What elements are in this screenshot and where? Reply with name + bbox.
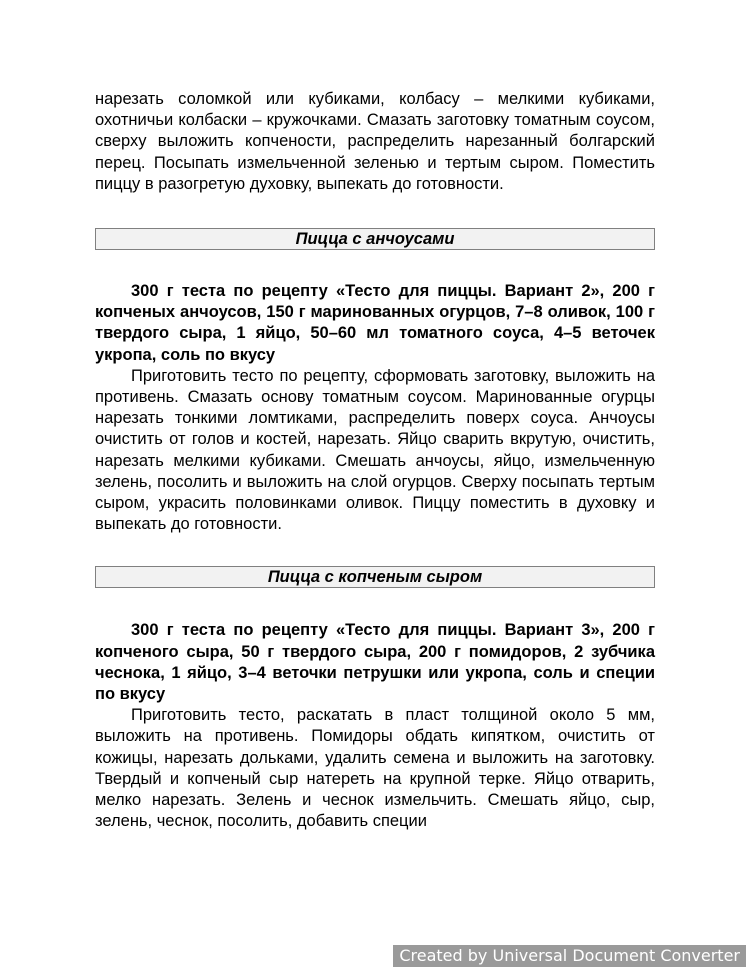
recipe-title-anchovies: Пицца с анчоусами	[95, 228, 655, 250]
recipe-ingredients-anchovies: 300 г теста по рецепту «Тесто для пиццы. Вариант 2», 200 г копченых анчоусов, 150 г маринованных огурцов, 7–8 оливок, 100 г твердого сыра, 1 яйцо, 50–60 мл томатного соуса, 4–5 веточек укропа, соль по вкусу	[95, 282, 655, 364]
recipe-ingredients-smoked-cheese: 300 г теста по рецепту «Тесто для пиццы. Вариант 3», 200 г копченого сыра, 50 г твердого сыра, 200 г помидоров, 2 зубчика чеснока, 1 яйцо, 3–4 веточки петрушки или укропа, соль и специи по вкусу	[95, 621, 655, 704]
recipe-method-smoked-cheese: Приготовить тесто, раскатать в пласт толщиной около 5 мм, выложить на противень. Помидоры обдать кипятком, очистить от кожицы, нарезать дольками, удалить семена и выложить на заготовку. Твердый и копченый сыр натереть на крупной терке. Яйцо отварить, мелко нарезать. Зелень и чеснок измельчить. Смешать яйцо, сыр, зелень, чеснок, посолить, добавить специи	[95, 706, 655, 831]
converter-watermark: Created by Universal Document Converter	[393, 945, 746, 967]
recipe-method-anchovies: Приготовить тесто по рецепту, сформовать заготовку, выложить на противень. Смазать основу томатным соусом. Маринованные огурцы нарезать тонкими ломтиками, распределить поверх соуса. Анчоусы очистить от голов и костей, нарезать. Яйцо сварить вкрутую, очистить, нарезать мелкими кубиками. Смешать анчоусы, яйцо, измельченную зелень, посолить и выложить на слой огурцов. Сверху посыпать тертым сыром, украсить половинками оливок. Пиццу поместить в духовку и выпекать до готовности.	[95, 366, 655, 534]
recipe-title-smoked-cheese: Пицца с копченым сыром	[95, 566, 655, 588]
intro-paragraph: нарезать соломкой или кубиками, колбасу – мелкими кубиками, охотничьи колбаски – кружочками. Смазать заготовку томатным соусом, сверху выложить копчености, распределить нарезанный болгарский перец. Посыпать измельченной зеленью и тертым сыром. Поместить пиццу в разогретую духовку, выпекать до готовности.	[95, 90, 655, 193]
document-page	[95, 89, 655, 832]
